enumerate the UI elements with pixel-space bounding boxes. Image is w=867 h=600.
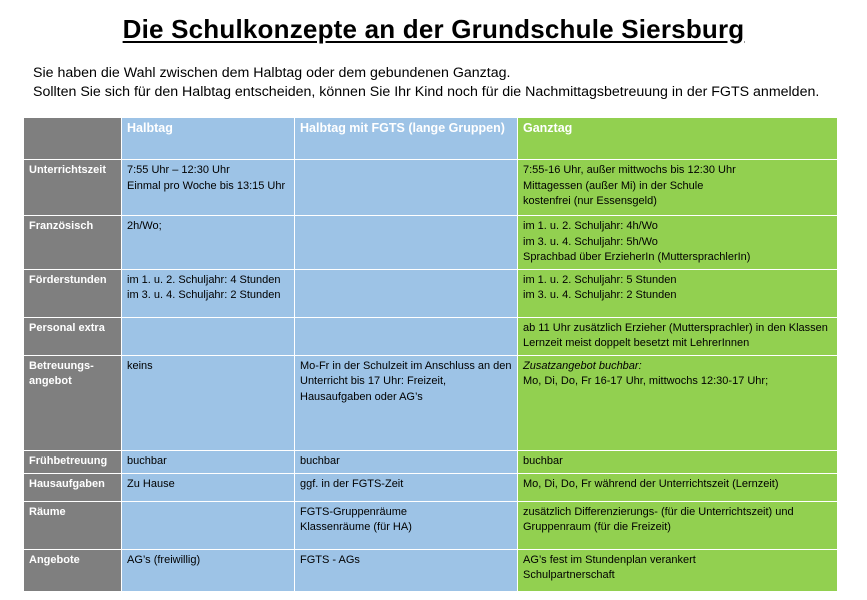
header-empty	[24, 118, 122, 160]
cell-line: 7:55 Uhr – 12:30 Uhr	[127, 164, 230, 176]
cell-line: Hausaufgaben oder AG’s	[300, 390, 423, 403]
cell-line: Lernzeit meist doppelt besetzt mit LehrerInnen	[523, 337, 750, 349]
cell-halbtag	[122, 450, 295, 473]
cell-line: im 3. u. 4. Schuljahr: 2 Stunden	[523, 289, 677, 301]
cell-line: Mo-Fr in der Schulzeit im Anschluss an den	[300, 359, 512, 372]
cell-line: FGTS - AGs	[300, 553, 360, 566]
row-label: Hausaufgaben	[24, 473, 122, 501]
cell-ganztag	[518, 549, 838, 591]
cell-line: im 1. u. 2. Schuljahr: 4h/Wo	[523, 220, 658, 232]
table-row	[24, 501, 838, 549]
cell-line: Unterricht bis 17 Uhr: Freizeit,	[300, 375, 447, 387]
cell-line: buchbar	[300, 454, 340, 467]
cell-line: FGTS-Gruppenräume	[300, 505, 407, 518]
table-row	[24, 549, 838, 591]
cell-halbtag	[122, 473, 295, 501]
cell-line: keins	[127, 359, 153, 372]
intro-line: Sie haben die Wahl zwischen dem Halbtag oder dem gebundenen Ganztag.	[33, 65, 511, 81]
school-concepts-table	[23, 117, 838, 592]
cell-halbtag	[122, 216, 295, 270]
cell-ganztag	[518, 473, 838, 501]
cell-halbtag-fgts	[295, 160, 518, 216]
cell-line: im 1. u. 2. Schuljahr: 4 Stunden	[127, 273, 281, 286]
table-row	[24, 473, 838, 501]
table-row	[24, 317, 838, 355]
cell-line: Mo, Di, Do, Fr 16-17 Uhr, mittwochs 12:30-17 Uhr;	[523, 375, 769, 387]
cell-line: 2h/Wo;	[127, 220, 162, 232]
table-row	[24, 355, 838, 450]
cell-halbtag-fgts	[295, 317, 518, 355]
row-label: Personal extra	[24, 317, 122, 355]
cell-halbtag	[122, 549, 295, 591]
cell-halbtag	[122, 501, 295, 549]
cell-line: AG’s (freiwillig)	[127, 553, 201, 566]
cell-line: Zu Hause	[127, 477, 175, 490]
row-label: Förderstunden	[24, 269, 122, 317]
header-halbtag-fgts: Halbtag mit FGTS (lange Gruppen)	[295, 118, 518, 160]
cell-line: kostenfrei (nur Essensgeld)	[523, 195, 657, 207]
cell-line: Schulpartnerschaft	[523, 569, 615, 581]
intro-line: Sollten Sie sich für den Halbtag entscheiden, können Sie Ihr Kind noch für die Nachmittagsbetreuung in der FGTS anmelden.	[33, 84, 820, 100]
cell-line: im 3. u. 4. Schuljahr: 5h/Wo	[523, 235, 658, 248]
cell-line: Mo, Di, Do, Fr während der Unterrichtszeit (Lernzeit)	[523, 477, 779, 490]
cell-line: Mittagessen (außer Mi) in der Schule	[523, 179, 704, 192]
cell-ganztag	[518, 450, 838, 473]
cell-ganztag	[518, 216, 838, 270]
cell-halbtag	[122, 317, 295, 355]
cell-ganztag	[518, 501, 838, 549]
cell-halbtag-fgts	[295, 501, 518, 549]
cell-halbtag-fgts	[295, 450, 518, 473]
page-title: Die Schulkonzepte an der Grundschule Siersburg	[122, 14, 745, 44]
cell-line: Gruppenraum (für die Freizeit)	[523, 521, 671, 533]
cell-halbtag-fgts	[295, 269, 518, 317]
cell-line: buchbar	[127, 454, 167, 467]
cell-ganztag	[518, 317, 838, 355]
row-label: Angebote	[24, 549, 122, 591]
cell-line: buchbar	[523, 454, 563, 467]
cell-halbtag	[122, 269, 295, 317]
cell-line: im 1. u. 2. Schuljahr: 5 Stunden	[523, 273, 677, 286]
cell-line: im 3. u. 4. Schuljahr: 2 Stunden	[127, 289, 281, 301]
cell-halbtag-fgts	[295, 355, 518, 450]
cell-halbtag-fgts	[295, 216, 518, 270]
cell-halbtag	[122, 160, 295, 216]
row-label: Unterrichtszeit	[24, 160, 122, 216]
cell-ganztag	[518, 355, 838, 450]
header-halbtag: Halbtag	[122, 118, 295, 160]
cell-line: AG’s fest im Stundenplan verankert	[523, 553, 696, 566]
table-row	[24, 160, 838, 216]
cell-line: Einmal pro Woche bis 13:15 Uhr	[127, 179, 286, 192]
cell-ganztag	[518, 269, 838, 317]
row-label: Frühbetreuung	[24, 450, 122, 473]
cell-ganztag	[518, 160, 838, 216]
cell-line: Sprachbad über ErzieherIn (MuttersprachlerIn)	[523, 251, 751, 263]
cell-line: Klassenräume (für HA)	[300, 521, 412, 533]
row-label: Räume	[24, 501, 122, 549]
cell-line: ab 11 Uhr zusätzlich Erzieher (Muttersprachler) in den Klassen	[523, 321, 828, 334]
cell-line: zusätzlich Differenzierungs- (für die Unterrichtszeit) und	[523, 505, 794, 518]
cell-line: 7:55-16 Uhr, außer mittwochs bis 12:30 Uhr	[523, 164, 736, 176]
table-row	[24, 450, 838, 473]
cell-halbtag	[122, 355, 295, 450]
cell-halbtag-fgts	[295, 473, 518, 501]
row-label: Französisch	[24, 216, 122, 270]
row-label: Betreuungs-angebot	[24, 355, 122, 450]
table-row	[24, 269, 838, 317]
cell-line: ggf. in der FGTS-Zeit	[300, 477, 404, 490]
header-ganztag: Ganztag	[518, 118, 838, 160]
cell-halbtag-fgts	[295, 549, 518, 591]
table-header-row	[24, 118, 838, 160]
intro-text	[33, 64, 819, 102]
table-row	[24, 216, 838, 270]
cell-line-italic: Zusatzangebot buchbar:	[523, 359, 642, 372]
